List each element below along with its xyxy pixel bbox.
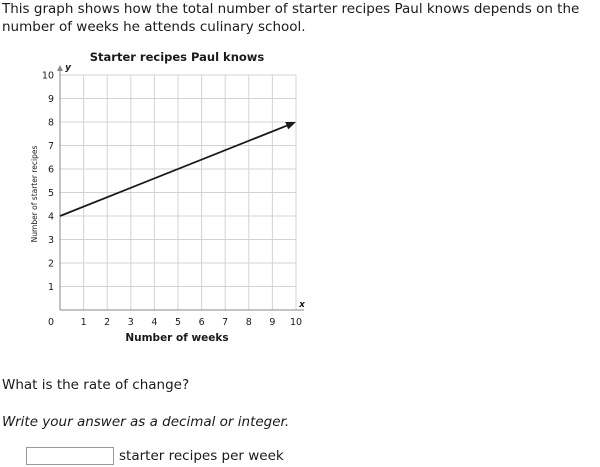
y-tick-label: 8 (47, 117, 54, 129)
y-tick-label: 5 (47, 188, 54, 199)
x-tick-label: 2 (104, 317, 111, 328)
x-tick-label: 4 (151, 317, 158, 328)
x-axis-variable: x (299, 300, 305, 310)
y-tick-label: 4 (47, 211, 54, 223)
answer-units: starter recipes per week (119, 448, 284, 464)
answer-row (26, 447, 284, 465)
x-tick-label: 3 (127, 317, 134, 328)
x-tick-label: 10 (289, 317, 303, 328)
answer-instruction: Write your answer as a decimal or integer. (2, 414, 290, 430)
question-text: What is the rate of change? (2, 377, 190, 393)
chart-title: Starter recipes Paul knows (89, 50, 265, 64)
problem-intro: This graph shows how the total number of starter recipes Paul knows depends on the number of weeks he attends culinary school. (2, 1, 580, 35)
x-tick-labels (48, 317, 302, 328)
y-tick-label: 3 (47, 235, 54, 246)
chart-axes (57, 65, 304, 310)
y-tick-label: 9 (47, 94, 54, 105)
y-tick-label: 7 (47, 141, 54, 152)
answer-input[interactable] (26, 447, 114, 465)
x-tick-label: 6 (198, 317, 205, 328)
y-tick-label: 1 (47, 282, 54, 293)
series-arrowhead (285, 122, 296, 129)
y-axis-label: Number of starter recipes (30, 145, 39, 243)
y-tick-label: 2 (47, 258, 54, 270)
y-tick-label: 6 (47, 164, 54, 176)
y-axis-variable: y (65, 63, 71, 73)
x-tick-label: 9 (269, 317, 276, 328)
x-tick-label: 5 (174, 317, 182, 328)
x-tick-label: 0 (47, 317, 55, 328)
y-tick-labels (42, 71, 54, 294)
x-tick-label: 1 (80, 317, 87, 328)
x-axis-label: Number of weeks (125, 332, 229, 344)
x-tick-label: 8 (245, 317, 252, 328)
series-line (60, 126, 287, 216)
x-tick-label: 7 (222, 317, 229, 328)
chart (0, 44, 340, 349)
chart-grid (60, 75, 296, 310)
y-tick-label: 10 (41, 70, 54, 82)
y-axis-arrow (57, 65, 63, 71)
